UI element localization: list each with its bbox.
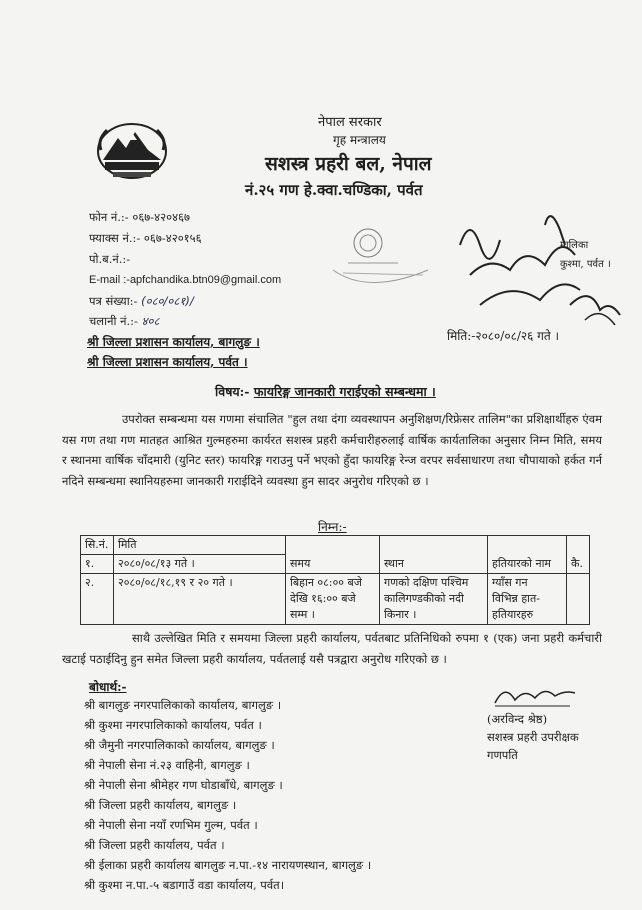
header-government: नेपाल सरकार xyxy=(318,115,382,130)
dispatch-number-value: ४०८ xyxy=(141,314,160,328)
fax-number: फ्याक्स नं.:- ०६७-४२०१५६ xyxy=(89,231,202,245)
col-place: स्थान xyxy=(380,536,488,574)
po-box: पो.ब.नं.:- xyxy=(89,252,131,266)
row1-serial: १. xyxy=(81,555,114,574)
recipient-parbat: श्री जिल्ला प्रशासन कार्यालय, पर्वत । xyxy=(87,355,248,369)
cc-item: श्री कुश्मा नगरपालिकाको कार्यालय, पर्वत । xyxy=(84,718,262,732)
request-paragraph: साथै उल्लेखित मिति र समयमा जिल्ला प्रहरी कार्यालय, पर्वतबाट प्रतिनिधिको रुपमा १ (एक) जना प्रहरी कर्मचारी खटाई पठाईदिनु हुन समेत जिल्ला प्रहरी कार्यालय, पर्वतलाई यसै पत्रद्वारा अनुरोध गरिएको छ । xyxy=(62,631,602,666)
signatory-office: गणपति xyxy=(487,748,518,762)
table-row xyxy=(81,574,590,625)
header-force: सशस्त्र प्रहरी बल, नेपाल xyxy=(265,153,432,175)
remarks-cell xyxy=(567,574,590,625)
signatory-name: (अरविन्द श्रेष्ठ) xyxy=(487,712,548,726)
row2-serial: २. xyxy=(81,574,114,625)
subject xyxy=(215,383,436,400)
col-remarks: कै. xyxy=(567,536,590,574)
cc-item: श्री नेपाली सेना नं.२३ वाहिनी, बागलुङ । xyxy=(84,758,250,772)
body-paragraph: उपरोक्त सम्बन्धमा यस गणमा संचालित "हुल तथा दंगा व्यवस्थापन अनुशिक्षण/रिफ्रेसर तालिम"का प्रशिक्षार्थीहरु एंवम यस गण तथा गण मातहत आश्रित गुल्महरुमा कार्यरत सशस्त्र प्रहरी कर्मचारीहरुलाई वार्षिक कार्यतालिका अनुसार निम्न मिति, समय र स्थानमा वार्षिक चाँदमारी (युनिट स्तर) फायरिङ्ग गराउनु पर्ने भएको हुँदा फायरिङ्ग रेन्ज वरपर सर्वसाधारण तथा चौपायाको हर्कत गर्न नदिने सम्बन्धमा स्थानियहरुमा जानकारी गराईदिने व्यवस्था हुन सादर अनुरोध गरिएको छ । xyxy=(62,412,602,488)
subject-label: विषय:- xyxy=(215,384,250,399)
cc-item: श्री नेपाली सेना नयाँ रणभिम गुल्म, पर्वत । xyxy=(84,818,258,832)
cc-item: श्री नेपाली सेना श्रीमेहर गण घोडाबाँधे, बागलुङ । xyxy=(84,778,283,792)
cc-item: श्री जैमुनी नगरपालिकाको कार्यालय, बागलुङ । xyxy=(84,738,275,752)
letter-number-value: (०८०/०८१)/ xyxy=(141,294,194,308)
cc-item: श्री बागलुङ नगरपालिकाको कार्यालय, बागलुङ । xyxy=(84,698,282,712)
letter-number-label: पत्र संख्या:- xyxy=(89,294,138,308)
dispatch-number-label: चलानी नं.:- xyxy=(89,314,138,328)
firing-weapons xyxy=(488,574,567,625)
weapon-various: विभिन्न हात-हतियारहरु xyxy=(492,592,540,621)
following-label: निम्न:- xyxy=(318,520,347,534)
recipient-baglung: श्री जिल्ला प्रशासन कार्यालय, बागलुङ । xyxy=(87,335,260,349)
weapon-gas-gun: ग्याँस गन xyxy=(492,576,528,589)
phone-number: फोन नं.:- ०६७-४२०४६७ xyxy=(89,210,191,224)
letter-number xyxy=(89,294,194,309)
nepal-emblem-icon xyxy=(93,120,171,186)
side-address-1: मालिका xyxy=(560,240,589,251)
col-time: समय xyxy=(286,536,380,574)
cc-item: श्री ईलाका प्रहरी कार्यालय बागलुङ न.पा.-१४ नारायणस्थान, बागलुङ । xyxy=(84,858,372,872)
signatory-title: सशस्त्र प्रहरी उपरीक्षक xyxy=(487,730,579,744)
firing-schedule-table xyxy=(80,535,590,625)
cc-item: श्री कुश्मा न.पा.-५ बडागाउँ वडा कार्यालय, पर्वत। xyxy=(84,878,285,892)
col-date: मिति xyxy=(114,536,286,555)
dispatch-number xyxy=(89,314,160,329)
received-stamp-icon xyxy=(328,215,438,299)
cc-item: श्री जिल्ला प्रहरी कार्यालय, बागलुङ । xyxy=(84,798,237,812)
header-unit: नं.२५ गण हे.क्वा.चण्डिका, पर्वत xyxy=(245,181,423,199)
firing-place: गणको दक्षिण पश्चिम कालिगण्डकीको नदी किनार । xyxy=(380,574,488,625)
cc-label: बोधार्थ:- xyxy=(89,680,127,694)
col-weapon: हतियारको नाम xyxy=(488,536,567,574)
signature-icon xyxy=(490,678,580,714)
letter-date: मिति:-२०८०/०८/२६ गते । xyxy=(447,329,560,343)
subject-value: फायरिङ्ग जानकारी गराईएको सम्बन्धमा । xyxy=(253,384,436,399)
firing-time: बिहान ०८:०० बजे देखि १६:०० बजे सम्म । xyxy=(286,574,380,625)
side-address-2: कुश्मा, पर्वत । xyxy=(560,259,611,270)
cc-item: श्री जिल्ला प्रहरी कार्यालय, पर्वत । xyxy=(84,838,225,852)
col-serial: सि.नं. xyxy=(81,536,114,555)
email-address: E-mail :-apfchandika.btn09@gmail.com xyxy=(89,274,282,286)
row2-date: २०८०/०८/१८,१९ र २० गते । xyxy=(114,574,286,625)
table-header-row xyxy=(81,536,590,555)
row1-date: २०८०/०८/१३ गते । xyxy=(114,555,286,574)
header-ministry: गृह मन्त्रालय xyxy=(333,133,386,147)
